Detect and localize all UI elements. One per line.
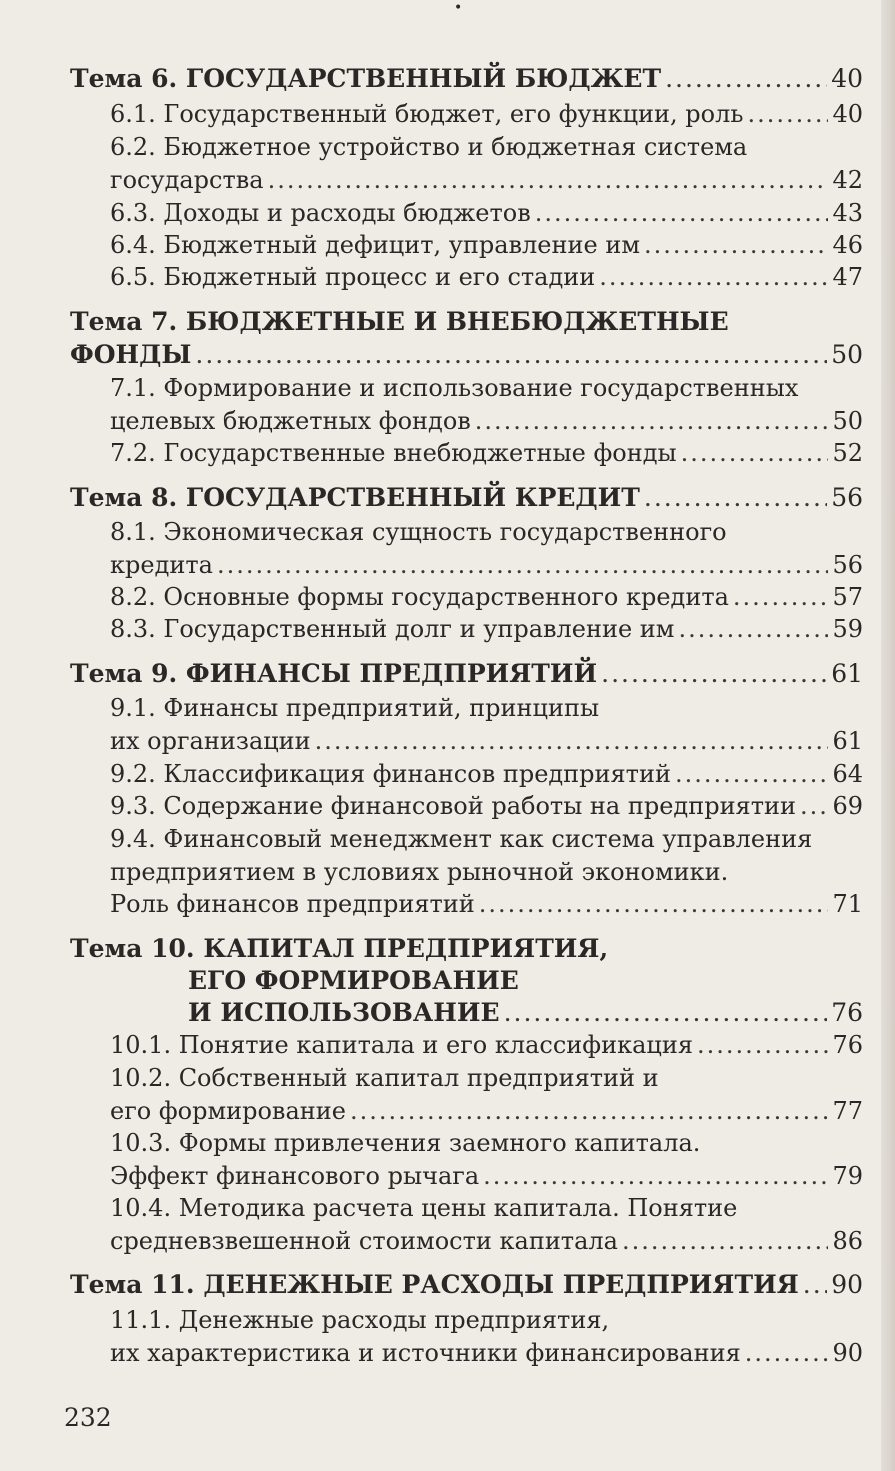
dot-leader [535,196,829,230]
toc-entry-line [0,196,895,230]
toc-entry-text: 8.1. Экономическая сущность государственного [110,518,727,546]
toc-topic-line [0,657,895,691]
toc-topic-line [0,338,895,372]
toc-topic-line [0,481,895,515]
toc-entry-line [0,404,895,438]
toc-topic-line [0,932,895,966]
toc-entry-line [0,691,895,725]
toc-entry-text: И ИСПОЛЬЗОВАНИЕ [188,998,500,1027]
toc-page-number: 47 [832,263,863,291]
dot-leader [195,338,827,372]
toc-page-number: 76 [831,998,863,1027]
toc-page-number: 50 [831,340,863,369]
toc-entry-text: 6.1. Государственный бюджет, его функции, роль [110,100,744,128]
toc-page-number: 86 [832,1227,863,1255]
toc-page-number: 56 [831,483,863,512]
toc-entry-line [0,130,895,164]
toc-entry-text: государства [110,166,264,194]
toc-entry-text: 6.3. Доходы и расходы бюджетов [110,199,531,227]
toc-topic-line [0,996,895,1030]
toc-page-number: 79 [832,1162,863,1190]
decorative-dot: • [454,0,463,16]
toc-entry-text: 6.5. Бюджетный процесс и его стадии [110,263,596,291]
toc-entry-text: 6.4. Бюджетный дефицит, управление им [110,231,640,259]
toc-entry-text: их характеристика и источники финансирования [110,1339,741,1367]
dot-leader [479,887,829,921]
toc-entry-text: Тема 6. ГОСУДАРСТВЕННЫЙ БЮДЖЕТ [70,64,662,93]
toc-page-number: 52 [832,439,863,467]
toc-topic-line [0,964,895,998]
toc-entry-text: Тема 8. ГОСУДАРСТВЕННЫЙ КРЕДИТ [70,483,640,512]
toc-page-number: 64 [832,760,863,788]
toc-entry-line [0,1159,895,1193]
toc-entry-text: 10.4. Методика расчета цены капитала. Понятие [110,1194,738,1222]
toc-entry-text: 7.2. Государственные внебюджетные фонды [110,439,677,467]
toc-entry-line [0,724,895,758]
toc-entry-line [0,1028,895,1062]
toc-entry-line [0,548,895,582]
toc-entry-line [0,260,895,294]
toc-page-number: 40 [832,100,863,128]
toc-entry-line [0,436,895,470]
dot-leader [681,436,829,470]
toc-page-number: 61 [831,659,863,688]
toc-entry-text: 10.2. Собственный капитал предприятий и [110,1064,659,1092]
toc-page-number: 40 [831,64,863,93]
dot-leader [678,612,828,646]
toc-entry-text: 8.2. Основные формы государственного кредита [110,583,729,611]
dot-leader [599,260,828,294]
dot-leader [268,163,829,197]
toc-entry-line [0,1191,895,1225]
page-number: 232 [64,1403,112,1432]
toc-entry-line [0,1094,895,1128]
toc-entry-text: предприятием в условиях рыночной экономики. [110,858,729,886]
toc-entry-text: 9.4. Финансовый менеджмент как система управления [110,825,813,853]
dot-leader [644,228,828,262]
dot-leader [733,580,829,614]
toc-entry-text: 6.2. Бюджетное устройство и бюджетная система [110,133,748,161]
toc-page-number: 77 [832,1097,863,1125]
toc-entry-text: 10.3. Формы привлечения заемного капитала. [110,1129,701,1157]
toc-page-number: 56 [832,551,863,579]
toc-entry-line [0,371,895,405]
toc-entry-line [0,1126,895,1160]
toc-entry-text: ЕГО ФОРМИРОВАНИЕ [188,966,519,995]
toc-topic-line [0,1268,895,1302]
toc-page-number: 61 [832,727,863,755]
toc-entry-text: кредита [110,551,213,579]
dot-leader [745,1336,829,1370]
dot-leader [504,996,828,1030]
toc-entry-text: 10.1. Понятие капитала и его классификация [110,1031,693,1059]
toc-entry-line [0,1061,895,1095]
toc-page-number: 90 [832,1339,863,1367]
toc-entry-line [0,1224,895,1258]
toc-entry-line [0,757,895,791]
dot-leader [475,404,829,438]
toc-entry-text: 9.3. Содержание финансовой работы на предприятии [110,792,796,820]
toc-entry-line [0,789,895,823]
toc-page-number: 71 [832,890,863,918]
dot-leader [747,97,828,131]
toc-entry-line [0,580,895,614]
toc-entry-text: 9.2. Классификация финансов предприятий [110,760,671,788]
toc-topic-line [0,305,895,339]
toc-entry-text: 7.1. Формирование и использование государственных [110,374,799,402]
dot-leader [800,789,828,823]
toc-page-number: 57 [832,583,863,611]
toc-entry-text: ФОНДЫ [70,340,192,369]
toc-page-number: 50 [832,407,863,435]
toc-page-number: 43 [832,199,863,227]
dot-leader [622,1224,829,1258]
toc-entry-text: Роль финансов предприятий [110,890,475,918]
toc-entry-text: 11.1. Денежные расходы предприятия, [110,1306,610,1334]
toc-entry-text: Тема 10. КАПИТАЛ ПРЕДПРИЯТИЯ, [70,934,609,963]
toc-entry-text: Тема 11. ДЕНЕЖНЫЕ РАСХОДЫ ПРЕДПРИЯТИЯ [70,1270,799,1299]
toc-entry-text: их организации [110,727,311,755]
toc-entry-line [0,1336,895,1370]
toc-page-number: 46 [832,231,863,259]
toc-entry-text: целевых бюджетных фондов [110,407,471,435]
dot-leader [697,1028,828,1062]
toc-entry-line [0,515,895,549]
toc-entry-text: его формирование [110,1097,346,1125]
toc-entry-text: 8.3. Государственный долг и управление им [110,615,675,643]
toc-page-number: 90 [831,1270,863,1299]
toc-entry-line [0,822,895,856]
toc-entry-line [0,887,895,921]
toc-entry-text: 9.1. Финансы предприятий, принципы [110,694,600,722]
toc-entry-line [0,97,895,131]
dot-leader [675,757,829,791]
toc-entry-text: средневзвешенной стоимости капитала [110,1227,618,1255]
dot-leader [350,1094,829,1128]
dot-leader [217,548,829,582]
toc-entry-line [0,163,895,197]
toc-entry-line [0,228,895,262]
toc-entry-text: Тема 7. БЮДЖЕТНЫЕ И ВНЕБЮДЖЕТНЫЕ [70,307,729,336]
toc-page-number: 42 [832,166,863,194]
toc-page-number: 69 [832,792,863,820]
dot-leader [665,62,827,96]
dot-leader [644,481,827,515]
dot-leader [601,657,827,691]
toc-entry-line [0,855,895,889]
toc-entry-line [0,1303,895,1337]
dot-leader [803,1268,827,1302]
toc-page-number: 76 [832,1031,863,1059]
toc-entry-text: Тема 9. ФИНАНСЫ ПРЕДПРИЯТИЙ [70,659,598,688]
toc-entry-text: Эффект финансового рычага [110,1162,480,1190]
toc-entry-line [0,612,895,646]
dot-leader [315,724,829,758]
toc-page-number: 59 [832,615,863,643]
toc-topic-line [0,62,895,96]
dot-leader [483,1159,828,1193]
